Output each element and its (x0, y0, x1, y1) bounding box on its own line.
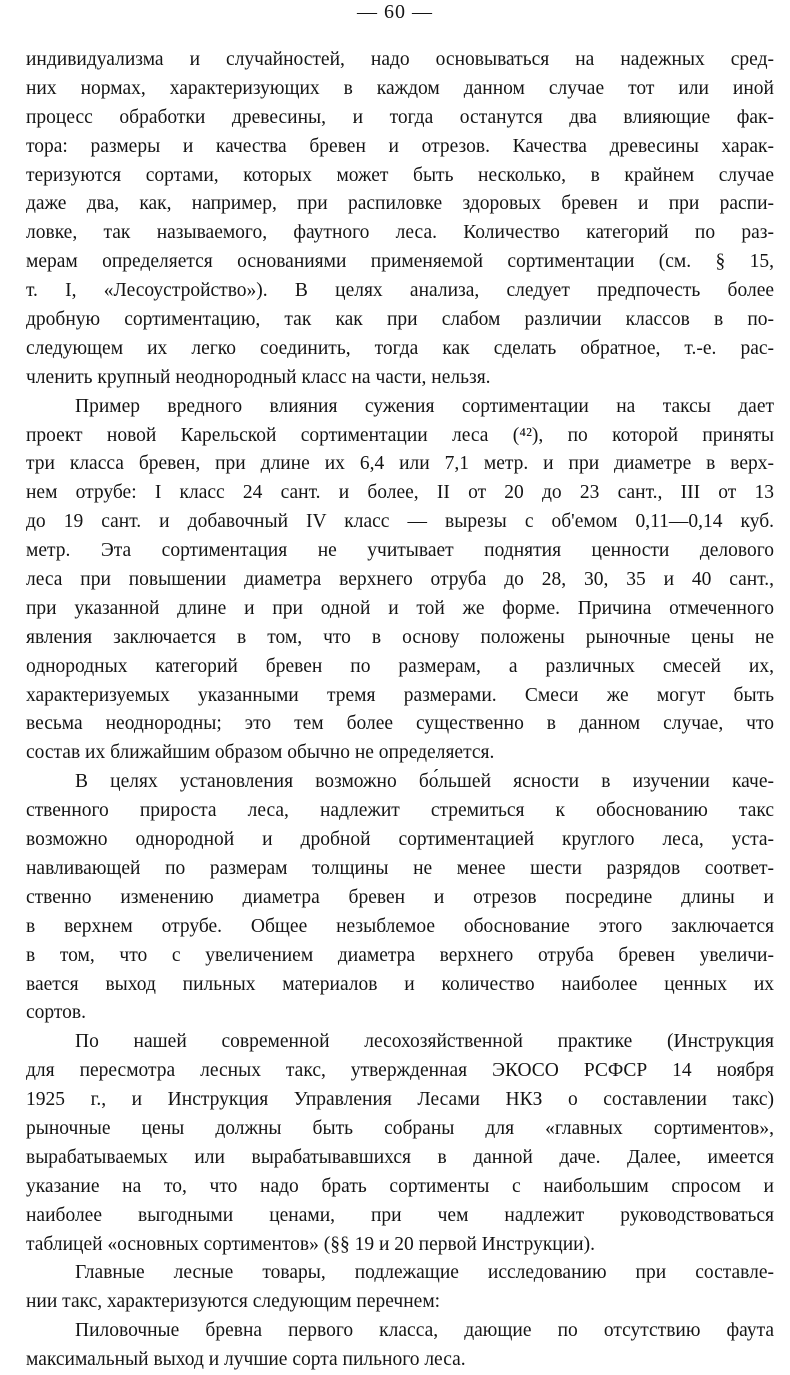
text-line: дробную сортиментацию, так как при слабом различии классов в по- (26, 309, 774, 331)
text-line: тора: размеры и качества бревен и отрезов. Качества древесины харак- (26, 135, 774, 157)
text-line: три класса бревен, при длине их 6,4 или 7,1 метр. и при диаметре в верх- (26, 453, 774, 475)
text-line: наиболее выгодными ценами, при чем надлежит руководствоваться (26, 1204, 774, 1226)
text-line: однородных категорий бревен по размерам, а различных смесей их, (26, 655, 774, 677)
text-line: весьма неоднородны; это тем более существенно в данном случае, что (26, 713, 774, 735)
text-line: Главные лесные товары, подлежащие исследованию при составле- (75, 1262, 774, 1284)
text-line: Пиловочные бревна первого класса, дающие по отсутствию фаута (75, 1320, 774, 1342)
text-line: В целях установления возможно бо́льшей ясности в изучении каче- (75, 771, 774, 793)
text-line: метр. Эта сортиментация не учитывает поднятия ценности делового (26, 540, 774, 562)
text-line: индивидуализма и случайностей, надо основываться на надежных сред- (26, 49, 774, 70)
text-line: рыночные цены должны быть собраны для «главных сортиментов», (26, 1117, 774, 1139)
text-line: нии такс, характеризуются следующим перечнем: (26, 1291, 441, 1313)
text-line: следующем их легко соединить, тогда как сделать обратное, т.-е. рас- (26, 337, 774, 359)
text-line: проект новой Карельской сортиментации леса (⁴²), по которой приняты (26, 424, 774, 446)
paragraph-5 (26, 1259, 774, 1317)
text-line: до 19 сант. и добавочный IV класс — вырезы с об'емом 0,11—0,14 куб. (26, 511, 774, 533)
text-line: процесс обработки древесины, и тогда останутся два влияющие фак- (26, 106, 774, 128)
body-text (26, 46, 774, 1375)
text-line: вается выход пильных материалов и количество наиболее ценных их (26, 973, 774, 995)
paragraph-3 (26, 768, 774, 1028)
paragraph-4 (26, 1028, 774, 1259)
text-line: нем отрубе: I класс 24 сант. и более, II от 20 до 23 сант., III от 13 (26, 482, 774, 504)
text-line: в верхнем отрубе. Общее незыблемое обоснование этого заключается (26, 915, 774, 937)
text-line: ственного прироста леса, надлежит стремиться к обоснованию такс (26, 800, 774, 822)
text-line: возможно однородной и дробной сортиментацией круглого леса, уста- (26, 829, 774, 851)
page-number: — 60 — (357, 1, 433, 23)
text-line: ственно изменению диаметра бревен и отрезов посредине длины и (26, 886, 774, 908)
text-line: По нашей современной лесохозяйственной практике (Инструкция (75, 1031, 774, 1053)
text-line: явления заключается в том, что в основу положены рыночные цены не (26, 626, 774, 648)
paragraph-2 (26, 393, 774, 769)
text-line: теризуются сортами, которых может быть несколько, в крайнем случае (26, 164, 774, 186)
paragraph-1 (26, 46, 774, 393)
text-line: максимальный выход и лучшие сорта пильного леса. (26, 1349, 466, 1371)
text-line: них нормах, характеризующих в каждом данном случае тот или иной (26, 77, 774, 99)
text-line: в том, что с увеличением диаметра верхнего отруба бревен увеличи- (26, 944, 774, 966)
text-line: мерам определяется основаниями применяемой сортиментации (см. § 15, (26, 251, 774, 273)
text-line: 1925 г., и Инструкция Управления Лесами НКЗ о составлении такс) (26, 1089, 774, 1111)
text-line: членить крупный неоднородный класс на части, нельзя. (26, 366, 491, 388)
text-line: таблицей «основных сортиментов» (§§ 19 и 20 первой Инструкции). (26, 1233, 595, 1255)
text-line: вырабатываемых или вырабатывавшихся в данной даче. Далее, имеется (26, 1146, 774, 1168)
text-line: леса при повышении диаметра верхнего отруба до 28, 30, 35 и 40 сант., (26, 569, 774, 591)
text-line: характеризуемых указанными тремя размерами. Смеси же могут быть (26, 684, 774, 706)
text-line: сортов. (26, 1002, 86, 1024)
text-line: для пересмотра лесных такс, утвержденная ЭКОСО РСФСР 14 ноября (26, 1060, 774, 1082)
paragraph-6 (26, 1317, 774, 1375)
text-line: состав их ближайшим образом обычно не определяется. (26, 742, 495, 764)
text-line: даже два, как, например, при распиловке здоровых бревен и при распи- (26, 193, 774, 215)
text-line: навливающей по размерам толщины не менее шести разрядов соответ- (26, 857, 774, 879)
text-line: Пример вредного влияния сужения сортиментации на таксы дает (75, 395, 774, 417)
text-line: т. I, «Лесоустройство»). В целях анализа, следует предпочесть более (26, 280, 774, 302)
text-line: указание на то, что надо брать сортименты с наибольшим спросом и (26, 1175, 774, 1197)
text-line: ловке, так называемого, фаутного леса. Количество категорий по раз- (26, 222, 774, 244)
text-line: при указанной длине и при одной и той же форме. Причина отмеченного (26, 597, 774, 619)
